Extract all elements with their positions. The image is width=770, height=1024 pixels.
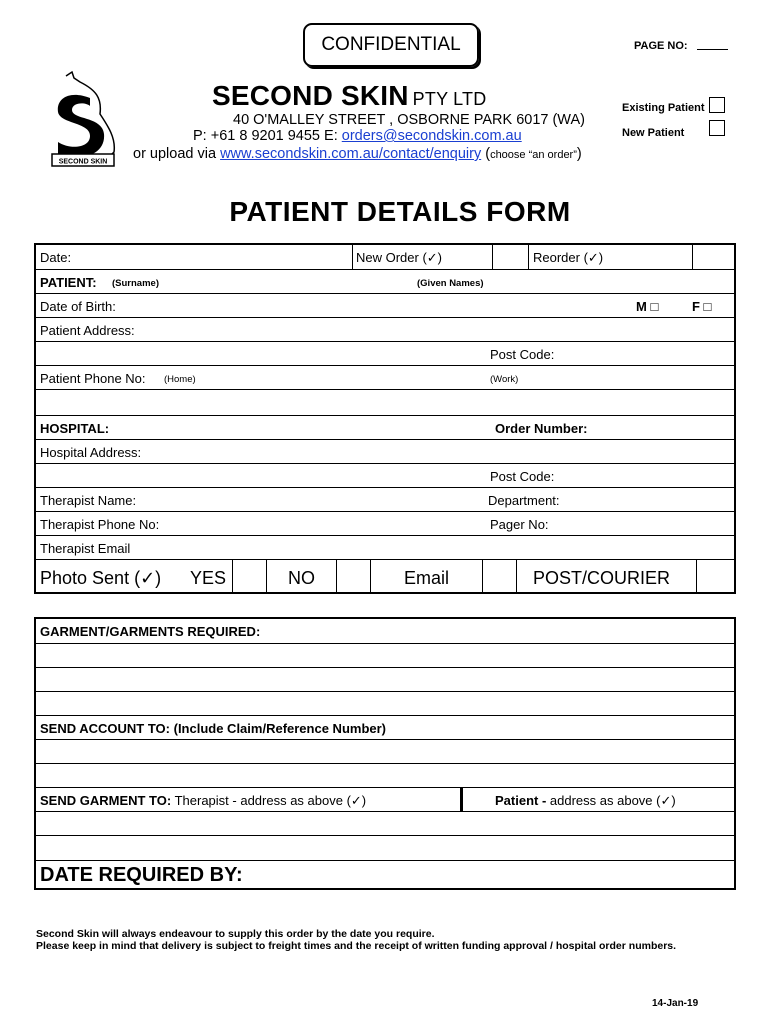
therapist-phone-label: Therapist Phone No:	[40, 517, 160, 532]
home-label: (Home)	[164, 374, 196, 385]
surname-label: (Surname)	[112, 278, 159, 289]
work-label: (Work)	[490, 374, 519, 385]
row-dob[interactable]	[36, 293, 734, 317]
revision-date: 14-Jan-19	[652, 998, 699, 1009]
therapist-email-label: Therapist Email	[40, 541, 131, 556]
photo-yes-checkbox[interactable]	[232, 560, 266, 593]
row-account-line-1[interactable]	[36, 739, 734, 763]
row-send-line-2[interactable]	[36, 835, 734, 860]
row-account-line-2[interactable]	[36, 763, 734, 787]
row-garment-line-1[interactable]	[36, 643, 734, 667]
row-blank[interactable]	[36, 389, 734, 415]
upload-paren-open: (	[481, 146, 491, 162]
row-garment-line-2[interactable]	[36, 667, 734, 691]
send-garment-therapist-text: Therapist - address as above (✓)	[171, 793, 367, 808]
row-patient[interactable]	[36, 269, 734, 293]
send-garment-patient-option[interactable]	[495, 793, 676, 809]
photo-no-checkbox[interactable]	[336, 560, 370, 593]
row-garment-required[interactable]	[36, 619, 734, 643]
patient-phone-label: Patient Phone No:	[40, 371, 146, 386]
reorder-checkbox[interactable]	[692, 245, 734, 269]
form-title: PATIENT DETAILS FORM	[229, 196, 571, 227]
upload-prefix: or upload via	[133, 146, 221, 162]
page-no-label: PAGE NO:	[634, 40, 688, 52]
phone-text: P: +61 8 9201 9455 E:	[193, 128, 342, 144]
photo-email-checkbox[interactable]	[482, 560, 516, 593]
company-name-text: SECOND SKIN	[212, 80, 409, 111]
given-names-label: (Given Names)	[417, 278, 484, 289]
footer-note-2: Please keep in mind that delivery is subject to freight times and the receipt of written funding approval / hospital order numbers.	[36, 940, 677, 952]
company-suffix: PTY LTD	[412, 89, 487, 109]
upload-line	[133, 146, 582, 162]
post-code-label: Post Code:	[490, 347, 555, 362]
footer-note-1: Second Skin will always endeavour to supply this order by the date you require.	[36, 928, 435, 940]
upload-note: choose “an order”	[490, 149, 577, 161]
company-address: 40 O'MALLEY STREET , OSBORNE PARK 6017 (WA)	[233, 112, 585, 128]
therapist-name-label: Therapist Name:	[40, 493, 137, 508]
row-therapist[interactable]	[36, 487, 734, 511]
row-hospital[interactable]	[36, 415, 734, 439]
photo-post-label: POST/COURIER	[533, 568, 671, 588]
existing-patient-checkbox[interactable]	[709, 97, 725, 113]
patient-address-label: Patient Address:	[40, 323, 135, 338]
upload-paren-close: )	[576, 146, 582, 162]
new-patient-label: New Patient	[622, 127, 685, 139]
photo-sent-label: Photo Sent (✓)	[40, 568, 162, 588]
reorder-label: Reorder (✓)	[533, 250, 604, 265]
new-order-label: New Order (✓)	[356, 250, 443, 265]
row-send-garment	[36, 787, 734, 811]
company-name	[212, 80, 486, 112]
male-checkbox[interactable]: M □	[636, 299, 659, 314]
page-no-field[interactable]	[697, 49, 728, 50]
logo-text: SECOND SKIN	[58, 158, 108, 166]
row-date	[36, 245, 734, 269]
female-checkbox[interactable]: F □	[692, 299, 712, 314]
patient-details-table	[34, 243, 736, 594]
order-number-label: Order Number:	[495, 421, 588, 436]
row-therapist-email[interactable]	[36, 535, 734, 559]
garment-table	[34, 617, 736, 890]
dob-label: Date of Birth:	[40, 299, 116, 314]
hospital-address-label: Hospital Address:	[40, 445, 142, 460]
confidential-label: CONFIDENTIAL	[303, 23, 479, 67]
row-photo-sent	[36, 559, 734, 592]
company-contact	[193, 128, 522, 144]
row-send-account[interactable]	[36, 715, 734, 739]
patient-label: PATIENT:	[40, 275, 97, 290]
row-send-line-1[interactable]	[36, 811, 734, 835]
send-account-label: SEND ACCOUNT TO: (Include Claim/Reference Number)	[40, 721, 386, 736]
second-skin-logo	[50, 68, 122, 168]
photo-email-label: Email	[404, 568, 450, 588]
photo-yes-label: YES	[190, 568, 227, 588]
new-order-checkbox[interactable]	[492, 245, 528, 269]
send-garment-label: SEND GARMENT TO:	[40, 793, 172, 808]
row-date-required[interactable]	[36, 860, 734, 888]
garment-required-label: GARMENT/GARMENTS REQUIRED:	[40, 624, 261, 639]
email-link[interactable]: orders@secondskin.com.au	[341, 128, 522, 144]
new-patient-checkbox[interactable]	[709, 120, 725, 136]
date-required-label: DATE REQUIRED BY:	[40, 864, 243, 886]
department-label: Department:	[488, 493, 560, 508]
send-garment-patient-label: Patient -	[495, 793, 550, 808]
row-address[interactable]	[36, 317, 734, 341]
row-hospital-address[interactable]	[36, 439, 734, 463]
row-phone[interactable]	[36, 365, 734, 389]
post-code-label-2: Post Code:	[490, 469, 555, 484]
row-postcode2[interactable]	[36, 463, 734, 487]
hospital-label: HOSPITAL:	[40, 421, 110, 436]
upload-link[interactable]: www.secondskin.com.au/contact/enquiry	[220, 146, 482, 162]
date-label: Date:	[40, 250, 72, 265]
row-therapist-phone[interactable]	[36, 511, 734, 535]
pager-label: Pager No:	[490, 517, 549, 532]
row-postcode[interactable]	[36, 341, 734, 365]
photo-post-checkbox[interactable]	[696, 560, 734, 593]
send-garment-patient-text: address as above (✓)	[549, 793, 676, 808]
send-garment-therapist-option[interactable]	[40, 793, 366, 809]
existing-patient-label: Existing Patient	[622, 102, 705, 114]
photo-no-label: NO	[288, 568, 315, 588]
row-garment-line-3[interactable]	[36, 691, 734, 715]
